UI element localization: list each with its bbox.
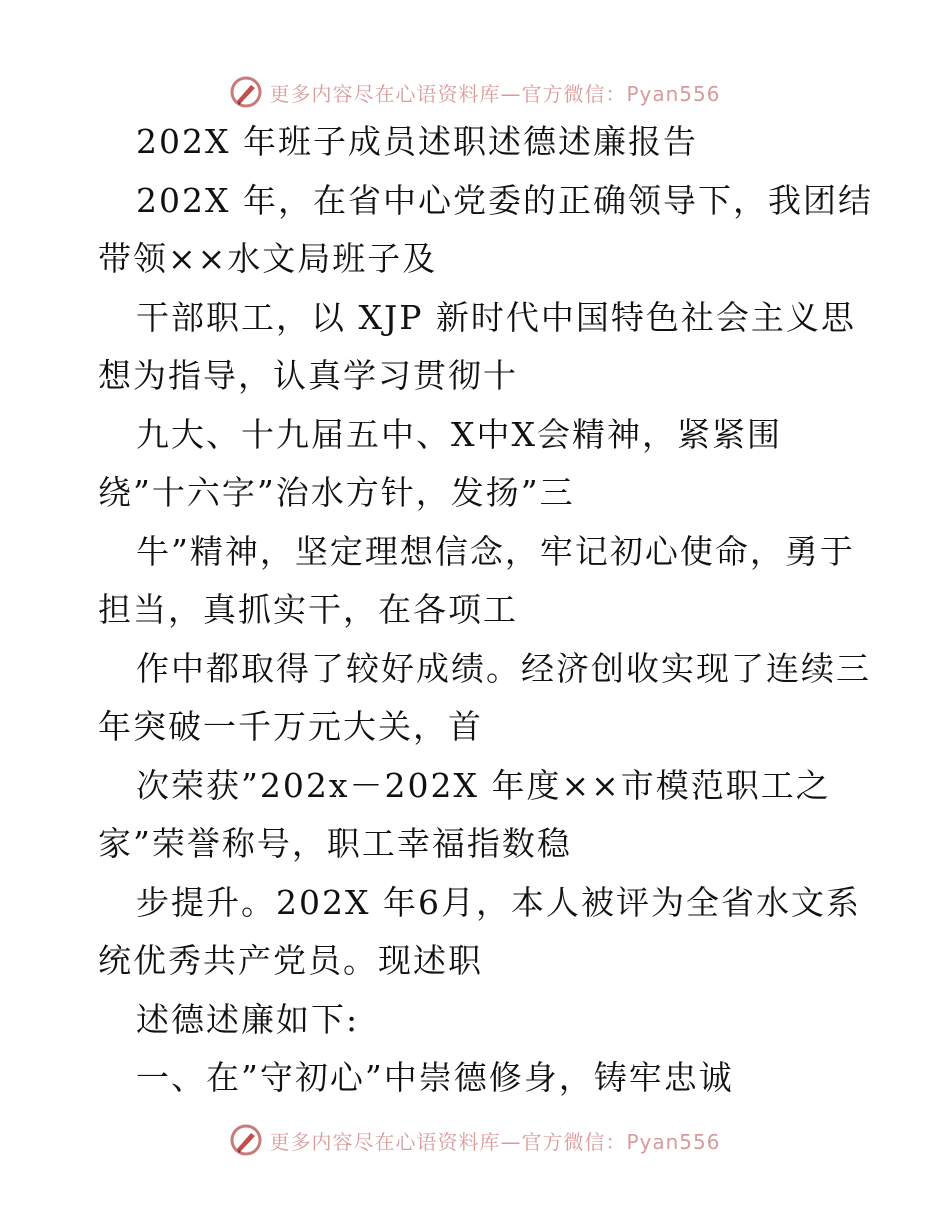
paragraph-continuation-line: 统优秀共产党员。现述职	[98, 941, 483, 980]
watermark-text: 更多内容尽在心语资料库—官方微信：Pyan556	[269, 1129, 721, 1154]
paragraph-continuation-line: 家”荣誉称号，职工幸福指数稳	[98, 824, 572, 863]
pen-logo-icon	[229, 1123, 263, 1157]
paragraph-line: 步提升。202X 年6月，本人被评为全省水文系	[136, 882, 861, 922]
paragraph-continuation-line: 担当，真抓实干，在各项工	[98, 590, 518, 629]
paragraph-continuation-line: 想为指导，认真学习贯彻十	[98, 356, 518, 395]
pen-logo-icon	[229, 75, 263, 109]
paragraph-line: 202X 年，在省中心党委的正确领导下，我团结	[136, 180, 873, 220]
paragraph-continuation-line: 绕”十六字”治水方针，发扬”三	[98, 473, 575, 512]
paragraph-line: 次荣获”202x－202X 年度××市模范职工之	[136, 765, 831, 805]
paragraph-line: 九大、十九届五中、X中X会精神，紧紧围	[136, 414, 782, 454]
paragraph-line: 干部职工，以 XJP 新时代中国特色社会主义思	[136, 297, 856, 337]
paragraph-line: 一、在”守初心”中崇德修身，铸牢忠诚	[136, 1058, 734, 1097]
watermark-text: 更多内容尽在心语资料库—官方微信：Pyan556	[269, 81, 721, 106]
paragraph-line: 作中都取得了较好成绩。经济创收实现了连续三	[136, 648, 871, 688]
paragraph-continuation-line: 年突破一千万元大关，首	[98, 707, 483, 746]
paragraph-line: 牛”精神，坚定理想信念，牢记初心使命，勇于	[136, 531, 855, 571]
watermark-footer	[0, 1120, 950, 1160]
paragraph-continuation-line: 带领××水文局班子及	[98, 239, 438, 278]
watermark-header	[0, 72, 950, 112]
paragraph-line: 述德述廉如下:	[136, 999, 360, 1039]
paragraph-line: 202X 年班子成员述职述德述廉报告	[136, 122, 698, 161]
